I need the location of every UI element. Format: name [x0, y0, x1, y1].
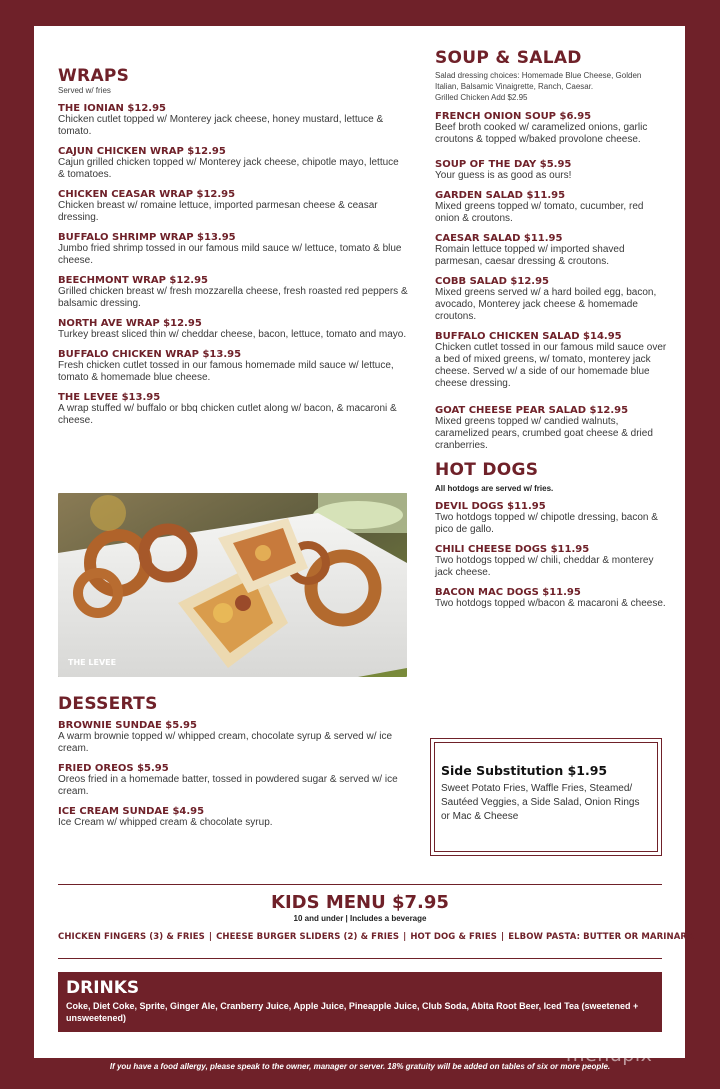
kids-separator: |	[403, 932, 407, 942]
levee-wrap-image	[58, 493, 407, 677]
grilled-chicken-note: Grilled Chicken Add $2.95	[435, 93, 528, 102]
menu-item-desc: Cajun grilled chicken topped w/ Monterey jack cheese, chipotle mayo, lettuce & tomatoes.	[58, 157, 399, 180]
kids-item: HOT DOG & FRIES	[410, 932, 497, 942]
drinks-list: Coke, Diet Coke, Sprite, Ginger Ale, Cranberry Juice, Apple Juice, Pineapple Juice, Club Soda, Abita Root Beer, Iced Tea (sweetened + unsweetened)	[66, 1001, 639, 1023]
kids-separator: |	[208, 932, 213, 942]
menu-item-title: DEVIL DOGS $11.95	[435, 501, 546, 512]
salad-dressing-note: Salad dressing choices: Homemade Blue Cheese, Golden Italian, Balsamic Vinaigrette, Ranch, Caesar.	[435, 71, 642, 91]
hot-dogs-title: HOT DOGS	[435, 460, 539, 480]
menu-item-title: FRIED OREOS $5.95	[58, 763, 169, 774]
menu-item-desc: Grilled chicken breast w/ fresh mozzarella cheese, fresh roasted red peppers & balsamic dressing.	[58, 286, 408, 309]
menu-item-desc: A wrap stuffed w/ buffalo or bbq chicken cutlet along w/ bacon, & macaroni & cheese.	[58, 403, 397, 426]
hot-dogs-items	[435, 501, 667, 610]
menu-item-title: FRENCH ONION SOUP $6.95	[435, 111, 592, 122]
menu-item-desc: Romain lettuce topped w/ imported shaved parmesan, caesar dressing & croutons.	[435, 244, 625, 267]
menu-item-title: GOAT CHEESE PEAR SALAD $12.95	[435, 405, 629, 416]
kids-separator: |	[500, 932, 505, 942]
side-substitution-box	[430, 738, 662, 856]
side-substitution-inner	[434, 742, 658, 852]
desserts-title: DESSERTS	[58, 694, 158, 714]
drinks-title: DRINKS	[66, 978, 140, 998]
kids-menu-items	[58, 932, 694, 942]
wraps-items	[58, 103, 408, 427]
menu-item-desc: Chicken cutlet tossed in our famous mild sauce over a bed of mixed greens, w/ tomato, monterey jack cheese. Served w/ a side of our homemade blue cheese dressing.	[435, 342, 667, 389]
menu-item-title: COBB SALAD $12.95	[435, 276, 549, 287]
soup-salad-title: SOUP & SALAD	[435, 48, 582, 68]
menu-item-title: BUFFALO SHRIMP WRAP $13.95	[58, 232, 236, 243]
menu-item-desc: Your guess is as good as ours!	[435, 170, 572, 181]
menu-item-title: BACON MAC DOGS $11.95	[435, 587, 581, 598]
wraps-subtitle: Served w/ fries	[58, 86, 111, 95]
kids-item: CHEESE BURGER SLIDERS (2) & FRIES	[216, 932, 400, 942]
kids-item: ELBOW PASTA: BUTTER OR MARINARA	[508, 932, 694, 942]
menu-item-desc: Beef broth cooked w/ caramelized onions, garlic croutons & topped w/baked provolone cheese.	[435, 122, 648, 145]
side-substitution-title: Side Substitution $1.95	[441, 763, 608, 778]
wraps-section	[58, 66, 408, 427]
menu-item-title: ICE CREAM SUNDAE $4.95	[58, 806, 205, 817]
menu-item-desc: Chicken breast w/ romaine lettuce, imported parmesan cheese & ceasar dressing.	[58, 200, 378, 223]
kids-menu-subtitle: 10 and under | Includes a beverage	[293, 914, 427, 923]
menu-item-desc: Mixed greens topped w/ candied walnuts, caramelized pears, crumbed goat cheese & dried cranberries.	[435, 416, 653, 451]
menu-item-title: CHILI CHEESE DOGS $11.95	[435, 544, 590, 555]
menu-item-title: CAESAR SALAD $11.95	[435, 233, 563, 244]
menu-item-title: BROWNIE SUNDAE $5.95	[58, 720, 197, 731]
menu-item-desc: Fresh chicken cutlet tossed in our famous homemade mild sauce w/ lettuce, tomato & homemade blue cheese.	[58, 360, 394, 383]
menu-item-title: BEECHMONT WRAP $12.95	[58, 275, 208, 286]
hot-dogs-subtitle: All hotdogs are served w/ fries.	[435, 484, 554, 493]
wraps-title: WRAPS	[58, 66, 130, 86]
menu-item-title: THE IONIAN $12.95	[58, 103, 166, 114]
watermark-logo: menupix	[566, 1044, 653, 1066]
menu-item-desc: Ice Cream w/ whipped cream & chocolate syrup.	[58, 817, 273, 828]
menu-item-desc: Chicken cutlet topped w/ Monterey jack cheese, honey mustard, lettuce & tomato.	[58, 114, 384, 137]
menu-item-title: BUFFALO CHICKEN WRAP $13.95	[58, 349, 242, 360]
levee-photo	[58, 493, 407, 677]
menu-item-desc: Mixed greens served w/ a hard boiled egg, bacon, avocado, Monterey jack cheese & homemade croutons.	[435, 287, 657, 322]
menu-item-desc: Oreos fried in a homemade batter, tossed in powdered sugar & served w/ ice cream.	[58, 774, 398, 797]
menu-item-title: THE LEVEE $13.95	[58, 392, 161, 403]
menu-item-desc: Turkey breast sliced thin w/ cheddar cheese, bacon, lettuce, tomato and mayo.	[58, 329, 407, 340]
kids-menu-title: KIDS MENU $7.95	[271, 892, 449, 913]
allergy-footer: If you have a food allergy, please speak to the owner, manager or server. 18% gratuity will be added on tables of six or more people.	[109, 1062, 611, 1071]
menu-item-title: SOUP OF THE DAY $5.95	[435, 159, 572, 170]
menu-item-title: NORTH AVE WRAP $12.95	[58, 318, 202, 329]
menu-item-title: CAJUN CHICKEN WRAP $12.95	[58, 146, 226, 157]
desserts-section	[58, 694, 408, 829]
side-substitution-desc: Sweet Potato Fries, Waffle Fries, Steamed/ Sautéed Veggies, a Side Salad, Onion Rings or Mac & Cheese	[441, 783, 640, 822]
menu-item-title: CHICKEN CEASAR WRAP $12.95	[58, 189, 236, 200]
kids-bottom-rule	[58, 958, 662, 959]
soup-salad-items	[435, 111, 667, 452]
menu-item-desc: Mixed greens topped w/ tomato, cucumber, red onion & croutons.	[435, 201, 644, 224]
kids-top-rule	[58, 884, 662, 885]
right-column	[435, 48, 667, 610]
menu-item-desc: Two hotdogs topped w/ chipotle dressing, bacon & pico de gallo.	[435, 512, 658, 535]
kids-item: CHICKEN FINGERS (3) & FRIES	[58, 932, 205, 942]
menu-item-title: GARDEN SALAD $11.95	[435, 190, 566, 201]
menu-item-desc: Jumbo fried shrimp tossed in our famous mild sauce w/ lettuce, tomato & blue cheese.	[58, 243, 402, 266]
drinks-section	[58, 972, 662, 1032]
desserts-items	[58, 720, 408, 829]
menu-sheet	[34, 26, 694, 1058]
menu-item-desc: Two hotdogs topped w/bacon & macaroni & cheese.	[435, 598, 666, 609]
menu-item-title: BUFFALO CHICKEN SALAD $14.95	[435, 331, 622, 342]
menu-item-desc: A warm brownie topped w/ whipped cream, chocolate syrup & served w/ ice cream.	[58, 731, 393, 754]
kids-menu-section	[58, 892, 694, 942]
menu-item-desc: Two hotdogs topped w/ chili, cheddar & monterey jack cheese.	[435, 555, 654, 578]
photo-caption: THE LEVEE	[68, 658, 117, 667]
